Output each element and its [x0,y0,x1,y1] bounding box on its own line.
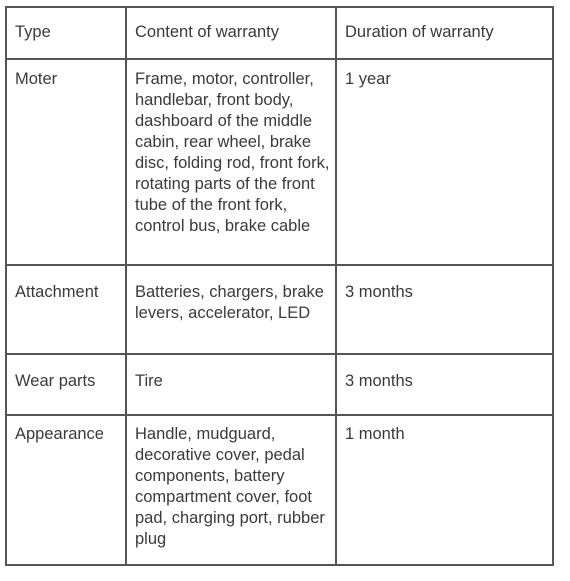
table-row [6,265,553,354]
header-duration: Duration of warranty [336,7,553,59]
duration-cell: 1 year [336,59,553,265]
duration-cell: 3 months [336,354,553,415]
type-cell: Attachment [6,265,126,354]
header-content: Content of warranty [126,7,336,59]
header-type: Type [6,7,126,59]
warranty-table [5,6,554,566]
table-row [6,354,553,415]
type-cell: Appearance [6,415,126,565]
content-cell: Frame, motor, controller, handlebar, front body, dashboard of the middle cabin, rear wheel, brake disc, folding rod, front fork, rotating parts of the front tube of the front fork, control bus, brake cable [126,59,336,265]
content-cell: Handle, mudguard, decorative cover, pedal components, battery compartment cover, foot pad, charging port, rubber plug [126,415,336,565]
table-row [6,59,553,265]
duration-cell: 3 months [336,265,553,354]
table-row [6,415,553,565]
table-header-row [6,7,553,59]
duration-cell: 1 month [336,415,553,565]
content-cell: Tire [126,354,336,415]
type-cell: Wear parts [6,354,126,415]
type-cell: Moter [6,59,126,265]
content-cell: Batteries, chargers, brake levers, accelerator, LED [126,265,336,354]
